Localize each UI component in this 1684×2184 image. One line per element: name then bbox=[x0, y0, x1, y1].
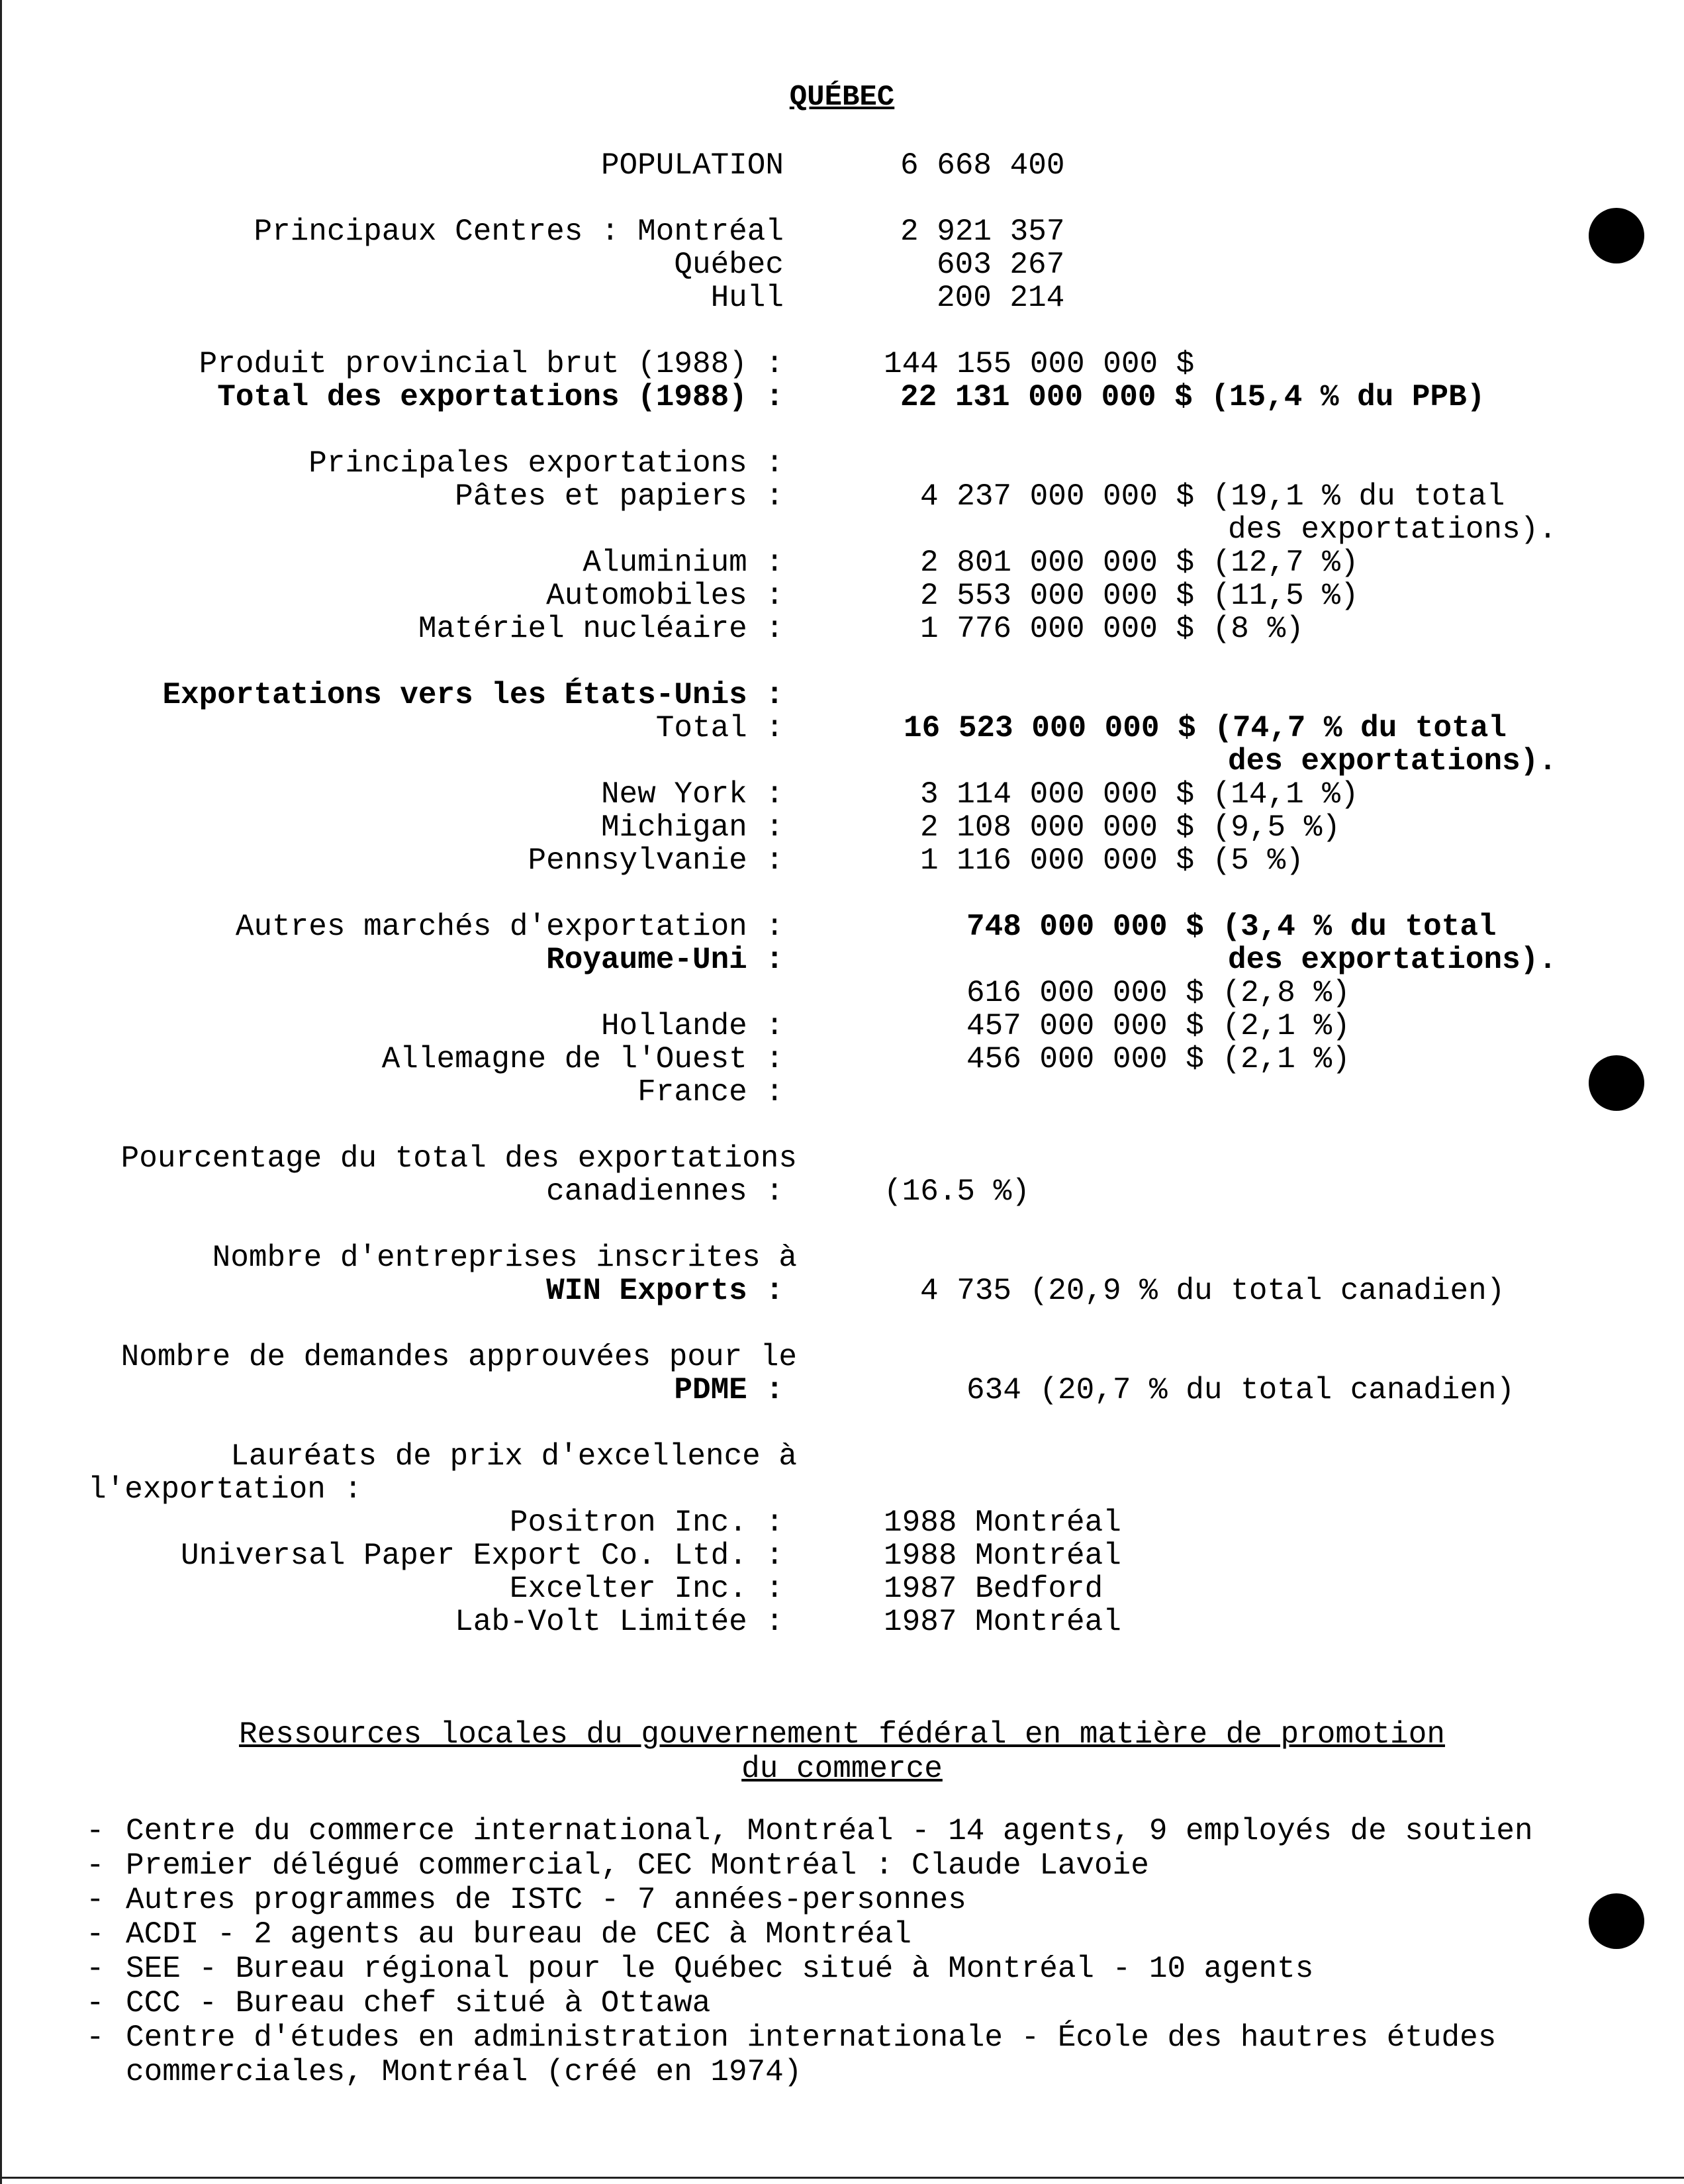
market-label: Hollande : bbox=[600, 1009, 784, 1043]
us-total-continuation-row bbox=[0, 745, 1684, 778]
market-value: 456 000 000 $ (2,1 %) bbox=[966, 1042, 1350, 1076]
resources-list-item bbox=[86, 2020, 1661, 2089]
other-markets-continuation: des exportations). bbox=[1228, 943, 1557, 977]
uk-value-row bbox=[0, 976, 1684, 1010]
pdme-line1-row bbox=[0, 1341, 1684, 1374]
resources-list-item bbox=[86, 1883, 1661, 1917]
resources-title-line2: du commerce bbox=[741, 1752, 943, 1786]
market-row bbox=[0, 1076, 1684, 1109]
export-item-value: 2 553 000 000 $ (11,5 %) bbox=[920, 579, 1359, 613]
us-state-label: Michigan : bbox=[600, 810, 784, 845]
export-item-row bbox=[0, 546, 1684, 579]
win-line2-row bbox=[0, 1274, 1684, 1307]
centre-label: Hull bbox=[710, 281, 784, 315]
resources-item-text: ACDI - 2 agents au bureau de CEC à Montréal bbox=[126, 1917, 912, 1952]
bullet-dash: - bbox=[86, 1952, 105, 1986]
export-item-label: Pâtes et papiers : bbox=[455, 479, 784, 514]
bullet-dash: - bbox=[86, 1848, 105, 1883]
us-state-value: 1 116 000 000 $ (5 %) bbox=[920, 843, 1304, 878]
win-line1-row bbox=[0, 1241, 1684, 1274]
resources-item-text: Autres programmes de ISTC - 7 années-personnes bbox=[126, 1883, 966, 1917]
market-row bbox=[0, 1010, 1684, 1043]
export-item-label: Aluminium : bbox=[583, 546, 784, 580]
export-item-row bbox=[0, 612, 1684, 645]
page-title: QUÉBEC bbox=[789, 81, 895, 114]
resources-list bbox=[86, 1814, 1661, 2089]
population-row bbox=[0, 149, 1684, 182]
laureate-value: 1988 Montréal bbox=[884, 1505, 1121, 1540]
population-label: POPULATION bbox=[600, 148, 784, 183]
win-value: 4 735 (20,9 % du total canadien) bbox=[920, 1274, 1505, 1308]
laureate-name: Universal Paper Export Co. Ltd. : bbox=[181, 1539, 784, 1573]
us-total-continuation: des exportations). bbox=[1228, 744, 1557, 779]
laureate-name: Lab-Volt Limitée : bbox=[455, 1605, 784, 1639]
principal-exports-heading: Principales exportations : bbox=[308, 446, 784, 481]
resources-title-line1: Ressources locales du gouvernement fédéral en matière de promotion bbox=[239, 1717, 1445, 1752]
resources-list-item bbox=[86, 1814, 1661, 1848]
export-item-continuation: des exportations). bbox=[1228, 512, 1557, 547]
pdme-line2: PDME : bbox=[674, 1373, 784, 1407]
total-exports-value: 22 131 000 000 $ (15,4 % du PPB) bbox=[900, 380, 1485, 414]
pct-canadian-line2-row bbox=[0, 1175, 1684, 1208]
laureate-row bbox=[0, 1572, 1684, 1605]
bullet-dash: - bbox=[86, 1883, 105, 1917]
export-item-value: 1 776 000 000 $ (8 %) bbox=[920, 612, 1304, 646]
bullet-dash: - bbox=[86, 1814, 105, 1848]
laureates-line2: l'exportation : bbox=[88, 1472, 363, 1507]
market-label: Allemagne de l'Ouest : bbox=[381, 1042, 784, 1076]
total-exports-row bbox=[0, 381, 1684, 414]
us-state-value: 2 108 000 000 $ (9,5 %) bbox=[920, 810, 1340, 845]
win-line2: WIN Exports : bbox=[546, 1274, 784, 1308]
resources-item-text: Premier délégué commercial, CEC Montréal : Claude Lavoie bbox=[126, 1848, 1149, 1883]
pdme-line1: Nombre de demandes approuvées pour le bbox=[120, 1340, 797, 1374]
pct-canadian-line1-row bbox=[0, 1142, 1684, 1175]
export-item-value: 2 801 000 000 $ (12,7 %) bbox=[920, 546, 1359, 580]
other-markets-heading: Autres marchés d'exportation : bbox=[235, 910, 784, 944]
other-markets-row bbox=[0, 910, 1684, 943]
us-total-value: 16 523 000 000 $ (74,7 % du total bbox=[904, 711, 1507, 745]
centre-value: 603 267 bbox=[937, 248, 1065, 282]
export-item-value: 4 237 000 000 $ (19,1 % du total bbox=[920, 479, 1505, 514]
us-state-row bbox=[0, 811, 1684, 844]
win-line1: Nombre d'entreprises inscrites à bbox=[212, 1241, 797, 1275]
export-item-continuation-row bbox=[0, 513, 1684, 546]
uk-value: 616 000 000 $ (2,8 %) bbox=[966, 976, 1350, 1010]
resources-item-text: CCC - Bureau chef situé à Ottawa bbox=[126, 1986, 711, 2020]
resources-list-item bbox=[86, 1986, 1661, 2020]
pct-canadian-line1: Pourcentage du total des exportations bbox=[120, 1141, 797, 1176]
laureate-row bbox=[0, 1506, 1684, 1539]
centre-row bbox=[0, 215, 1684, 248]
resources-item-text: SEE - Bureau régional pour le Québec situé à Montréal - 10 agents bbox=[126, 1952, 1314, 1986]
bullet-dash: - bbox=[86, 1917, 105, 1952]
us-total-label: Total : bbox=[655, 711, 784, 745]
centre-row bbox=[0, 281, 1684, 314]
export-item-row bbox=[0, 579, 1684, 612]
ppb-value: 144 155 000 000 $ bbox=[884, 347, 1195, 381]
us-state-row bbox=[0, 778, 1684, 811]
laureates-line1: Lauréats de prix d'excellence à bbox=[230, 1439, 797, 1474]
centre-label: Principaux Centres : Montréal bbox=[254, 214, 784, 249]
hole-punch-mark bbox=[1589, 208, 1644, 263]
resources-list-item bbox=[86, 1848, 1661, 1883]
market-label: France : bbox=[637, 1075, 784, 1110]
pct-canadian-line2: canadiennes : bbox=[546, 1174, 784, 1209]
uk-label-row bbox=[0, 943, 1684, 976]
centre-value: 2 921 357 bbox=[900, 214, 1065, 249]
export-item-label: Matériel nucléaire : bbox=[418, 612, 784, 646]
laureate-row bbox=[0, 1539, 1684, 1572]
us-state-label: New York : bbox=[600, 777, 784, 812]
bullet-dash: - bbox=[86, 1986, 105, 2020]
market-row bbox=[0, 1043, 1684, 1076]
centre-value: 200 214 bbox=[937, 281, 1065, 315]
laureates-line2-row bbox=[0, 1473, 1684, 1506]
export-item-row bbox=[0, 480, 1684, 513]
pdme-line2-row bbox=[0, 1374, 1684, 1407]
hole-punch-mark bbox=[1589, 1055, 1644, 1111]
pdme-value: 634 (20,7 % du total canadien) bbox=[966, 1373, 1515, 1407]
ppb-row bbox=[0, 348, 1684, 381]
principal-exports-heading-row bbox=[0, 447, 1684, 480]
other-markets-value: 748 000 000 $ (3,4 % du total bbox=[966, 910, 1497, 944]
laureate-name: Excelter Inc. : bbox=[509, 1572, 784, 1606]
centre-row bbox=[0, 248, 1684, 281]
us-total-row bbox=[0, 712, 1684, 745]
us-state-value: 3 114 000 000 $ (14,1 %) bbox=[920, 777, 1359, 812]
us-state-label: Pennsylvanie : bbox=[528, 843, 784, 878]
uk-label: Royaume-Uni : bbox=[546, 943, 784, 977]
us-state-row bbox=[0, 844, 1684, 877]
laureates-line1-row bbox=[0, 1440, 1684, 1473]
laureate-value: 1987 Montréal bbox=[884, 1605, 1121, 1639]
us-exports-heading-row bbox=[0, 679, 1684, 712]
ppb-label: Produit provincial brut (1988) : bbox=[199, 347, 784, 381]
resources-item-text: Centre du commerce international, Montréal - 14 agents, 9 employés de soutien bbox=[126, 1814, 1533, 1848]
market-value: 457 000 000 $ (2,1 %) bbox=[966, 1009, 1350, 1043]
resources-list-item bbox=[86, 1952, 1661, 1986]
laureate-value: 1988 Montréal bbox=[884, 1539, 1121, 1573]
resources-list-item bbox=[86, 1917, 1661, 1952]
laureate-row bbox=[0, 1605, 1684, 1638]
centre-label: Québec bbox=[674, 248, 784, 282]
population-value: 6 668 400 bbox=[900, 148, 1065, 183]
resources-item-text: Centre d'études en administration internationale - École des hautres études commerciales, Montréal (créé en 1974) bbox=[126, 2020, 1497, 2089]
export-item-label: Automobiles : bbox=[546, 579, 784, 613]
pct-canadian-value: (16.5 %) bbox=[884, 1174, 1030, 1209]
hole-punch-mark bbox=[1589, 1893, 1644, 1949]
page-border-bottom bbox=[0, 2177, 1684, 2179]
total-exports-label: Total des exportations (1988) : bbox=[217, 380, 784, 414]
us-exports-heading: Exportations vers les États-Unis : bbox=[162, 678, 784, 712]
laureate-value: 1987 Bedford bbox=[884, 1572, 1103, 1606]
bullet-dash: - bbox=[86, 2020, 105, 2055]
laureate-name: Positron Inc. : bbox=[509, 1505, 784, 1540]
